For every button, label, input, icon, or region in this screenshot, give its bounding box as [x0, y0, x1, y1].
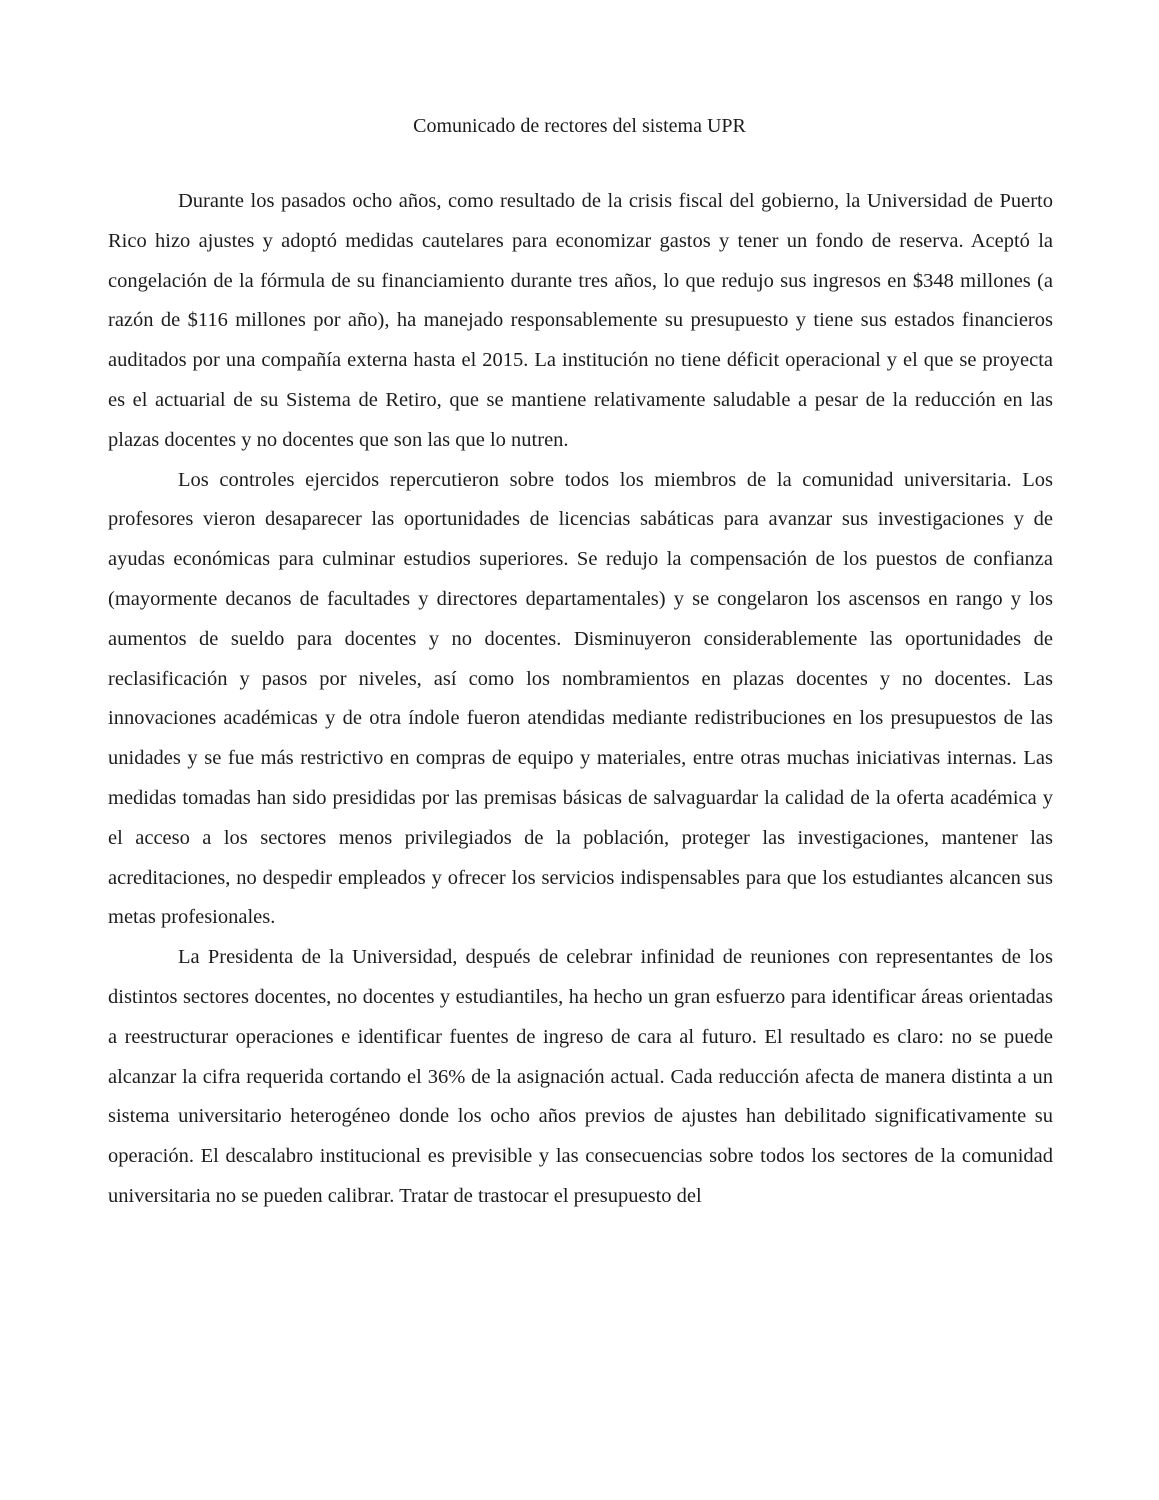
document-body: [108, 182, 1053, 1217]
paragraph-2: Los controles ejercidos repercutieron sobre todos los miembros de la comunidad universitaria. Los profesores vieron desaparecer las oportunidades de licencias sabáticas para avanzar sus investigaciones y de ayudas económicas para culminar estudios superiores. Se redujo la compensación de los puestos de confianza (mayormente decanos de facultades y directores departamentales) y se congelaron los ascensos en rango y los aumentos de sueldo para docentes y no docentes. Disminuyeron considerablemente las oportunidades de reclasificación y pasos por niveles, así como los nombramientos en plazas docentes y no docentes. Las innovaciones académicas y de otra índole fueron atendidas mediante redistribuciones en los presupuestos de las unidades y se fue más restrictivo en compras de equipo y materiales, entre otras muchas iniciativas internas. Las medidas tomadas han sido presididas por las premisas básicas de salvaguardar la calidad de la oferta académica y el acceso a los sectores menos privilegiados de la población, proteger las investigaciones, mantener las acreditaciones, no despedir empleados y ofrecer los servicios indispensables para que los estudiantes alcancen sus metas profesionales.: [108, 468, 1053, 929]
document-title: Comunicado de rectores del sistema UPR: [413, 115, 746, 137]
paragraph-3: La Presidenta de la Universidad, después de celebrar infinidad de reuniones con representantes de los distintos sectores docentes, no docentes y estudiantiles, ha hecho un gran esfuerzo para identificar áreas orientadas a reestructurar operaciones e identificar fuentes de ingreso de cara al futuro. El resultado es claro: no se puede alcanzar la cifra requerida cortando el 36% de la asignación actual. Cada reducción afecta de manera distinta a un sistema universitario heterogéneo donde los ocho años previos de ajustes han debilitado significativamente su operación. El descalabro institucional es previsible y las consecuencias sobre todos los sectores de la comunidad universitaria no se pueden calibrar. Tratar de trastocar el presupuesto del: [108, 946, 1053, 1207]
paragraph-1: Durante los pasados ocho años, como resultado de la crisis fiscal del gobierno, la Universidad de Puerto Rico hizo ajustes y adoptó medidas cautelares para economizar gastos y tener un fondo de reserva. Aceptó la congelación de la fórmula de su financiamiento durante tres años, lo que redujo sus ingresos en $348 millones (a razón de $116 millones por año), ha manejado responsablemente su presupuesto y tiene sus estados financieros auditados por una compañía externa hasta el 2015. La institución no tiene déficit operacional y el que se proyecta es el actuarial de su Sistema de Retiro, que se mantiene relativamente saludable a pesar de la reducción en las plazas docentes y no docentes que son las que lo nutren.: [108, 190, 1053, 451]
